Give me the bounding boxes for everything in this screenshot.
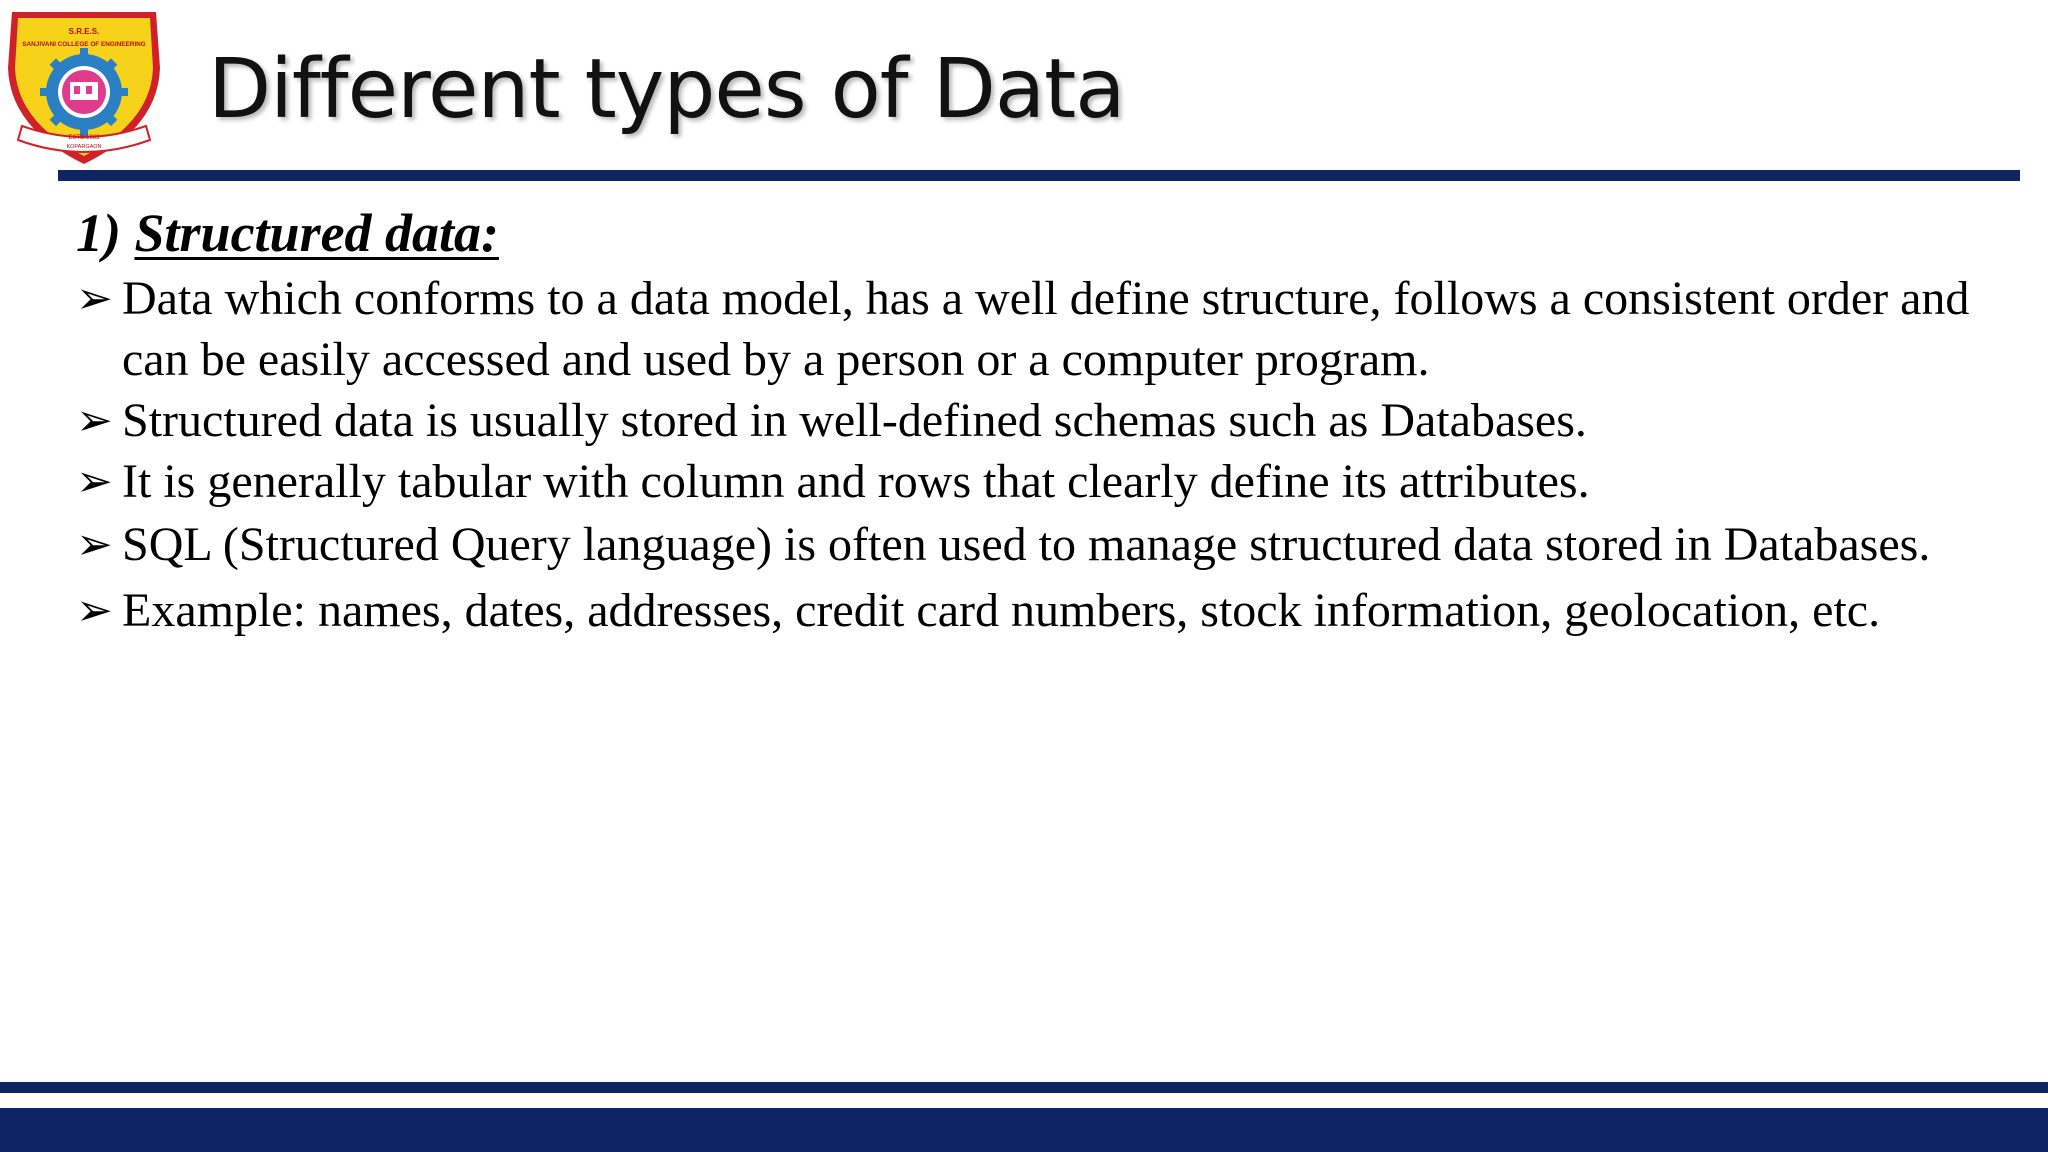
bullet-item <box>76 580 1996 641</box>
bullet-text: It is generally tabular with column and rows that clearly define its attributes. <box>122 455 1590 508</box>
arrow-bullet-icon: ➢ <box>76 396 113 445</box>
section-heading-text: Structured data: <box>134 203 500 263</box>
bullet-text: SQL (Structured Query language) is often used to manage structured data stored in Databases. <box>122 518 1931 571</box>
bullet-item <box>76 451 1996 512</box>
arrow-bullet-icon: ➢ <box>76 457 113 506</box>
logo-top-text: S.R.E.S. <box>68 27 100 36</box>
footer-thick-bar <box>0 1108 2048 1152</box>
logo-name-text: SANJIVANI COLLEGE OF ENGINEERING <box>22 41 146 48</box>
arrow-bullet-icon: ➢ <box>76 586 113 635</box>
slide-title: Different types of Data <box>208 42 1125 137</box>
bullet-item <box>76 512 1996 578</box>
logo-place-text: KOPARGAON <box>66 144 102 150</box>
section-heading-number: 1) <box>76 203 121 263</box>
college-logo <box>0 8 168 170</box>
bullet-text: Structured data is usually stored in well-defined schemas such as Databases. <box>122 394 1587 447</box>
arrow-bullet-icon: ➢ <box>76 274 113 323</box>
bullet-item <box>76 268 1996 390</box>
footer-thin-bar <box>0 1082 2048 1093</box>
arrow-bullet-icon: ➢ <box>76 520 113 569</box>
bullet-text: Data which conforms to a data model, has a well define structure, follows a consistent order and can be easily accessed and used by a person or a computer program. <box>122 272 1970 386</box>
bullet-item <box>76 390 1996 451</box>
logo-estd-text: ESTD.1983 <box>68 135 100 141</box>
bullet-text: Example: names, dates, addresses, credit card numbers, stock information, geolocation, etc. <box>122 584 1881 637</box>
bullet-list <box>76 268 1996 641</box>
section-heading <box>76 202 499 264</box>
title-divider <box>58 170 2020 181</box>
